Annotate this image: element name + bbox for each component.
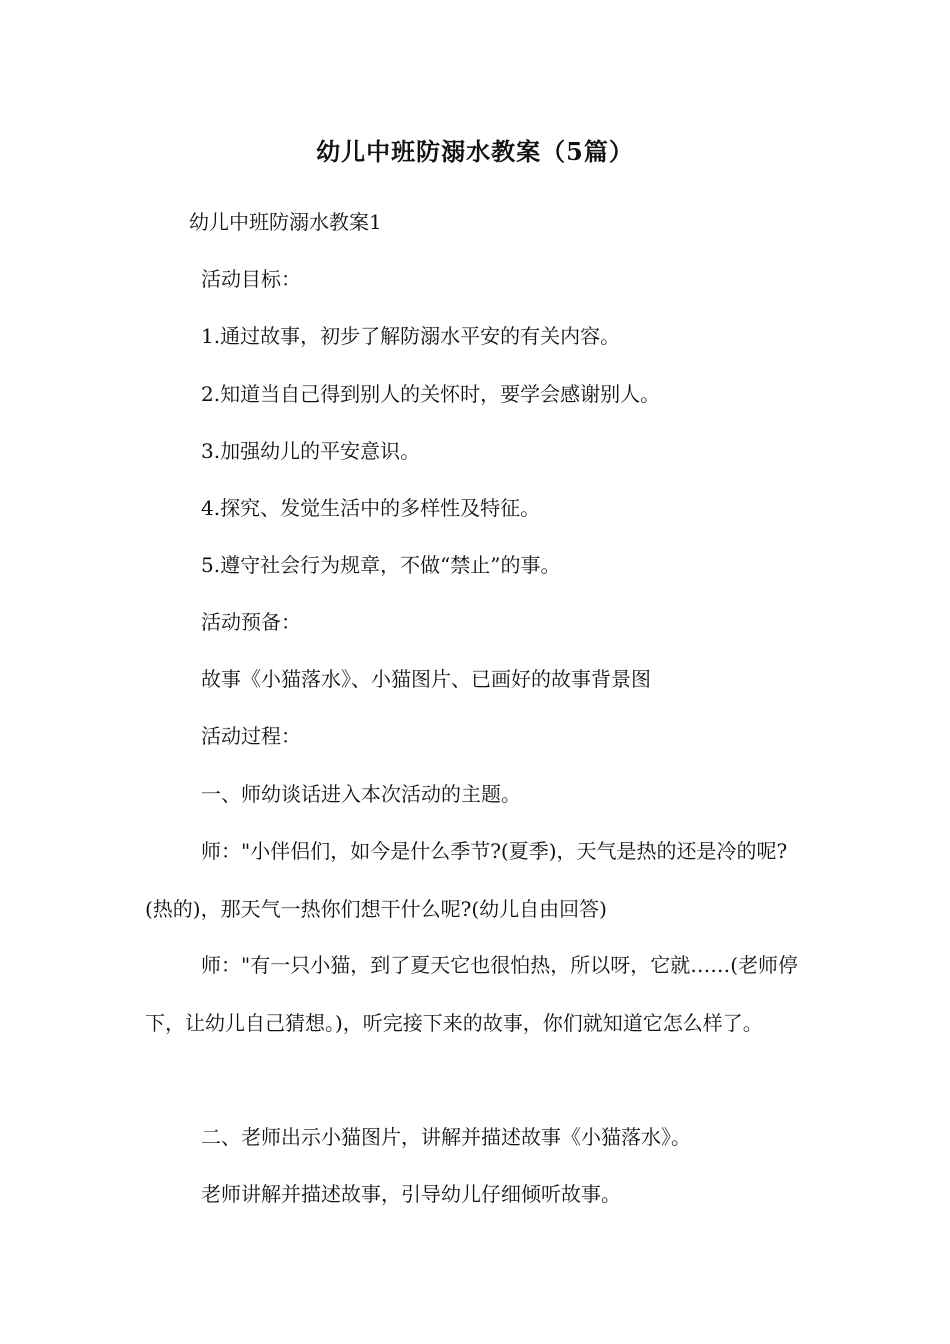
paragraph-objective-1: 1.通过故事，初步了解防溺水平安的有关内容。 bbox=[201, 324, 621, 348]
paragraph-objectives-label: 活动目标： bbox=[201, 267, 301, 291]
paragraph-preparation: 故事《小猫落水》、小猫图片、已画好的故事背景图 bbox=[201, 667, 651, 691]
paragraph-objective-3: 3.加强幼儿的平安意识。 bbox=[201, 439, 421, 463]
document-title: 幼儿中班防溺水教案（5篇） bbox=[316, 137, 634, 166]
paragraph-step-1: 一、师幼谈话进入本次活动的主题。 bbox=[201, 782, 521, 806]
paragraph-objective-2: 2.知道当自己得到别人的关怀时，要学会感谢别人。 bbox=[201, 382, 661, 406]
paragraph-objective-5: 5.遵守社会行为规章，不做“禁止”的事。 bbox=[201, 553, 561, 577]
paragraph-preparation-label: 活动预备： bbox=[201, 610, 301, 634]
section-heading-1: 幼儿中班防溺水教案1 bbox=[189, 210, 382, 234]
paragraph-objective-4: 4.探究、发觉生活中的多样性及特征。 bbox=[201, 496, 541, 520]
paragraph-teacher-dialogue-1: 师："小伴侣们，如今是什么季节?(夏季)，天气是热的还是冷的呢?(热的)，那天气一热你们想干什么呢?(幼儿自由回答) bbox=[145, 839, 788, 921]
paragraph-step-2: 二、老师出示小猫图片，讲解并描述故事《小猫落水》。 bbox=[201, 1125, 691, 1149]
paragraph-teacher-dialogue-2: 师："有一只小猫，到了夏天它也很怕热，所以呀，它就……(老师停下，让幼儿自己猜想。)，听完接下来的故事，你们就知道它怎么样了。 bbox=[145, 953, 799, 1035]
paragraph-step-2-detail: 老师讲解并描述故事，引导幼儿仔细倾听故事。 bbox=[201, 1182, 621, 1206]
paragraph-process-label: 活动过程： bbox=[201, 724, 301, 748]
